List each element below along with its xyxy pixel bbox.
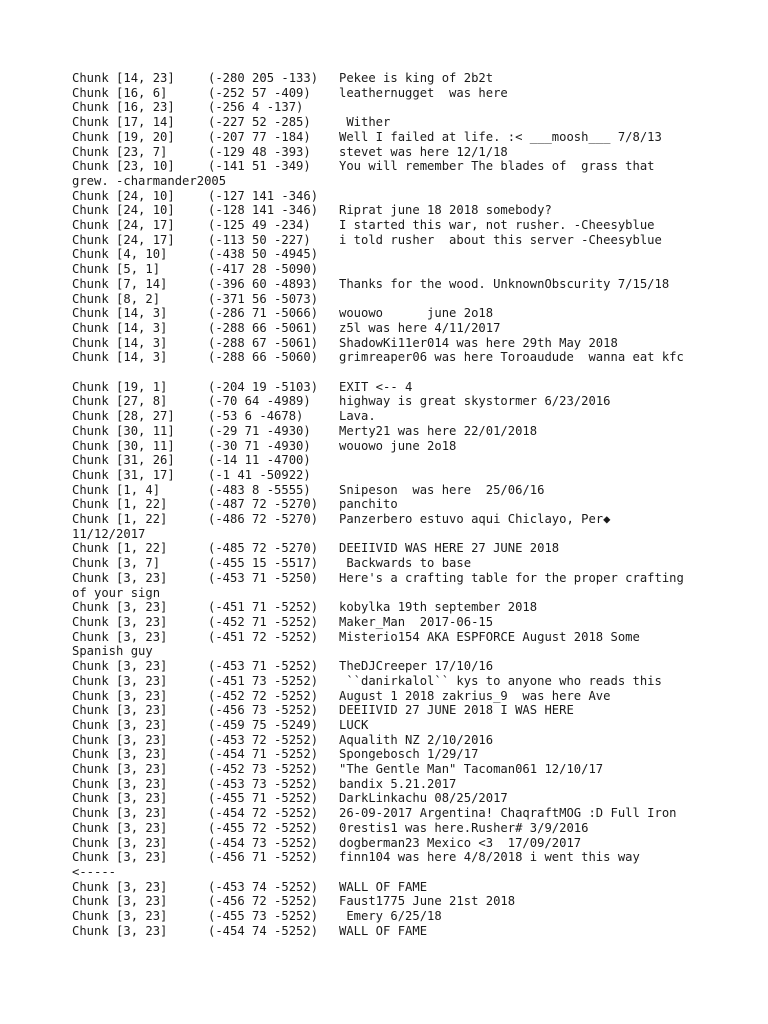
coordinates: (-452 72 -5252) <box>208 688 319 703</box>
chunk-label: Chunk [3, 23] <box>72 806 168 821</box>
coordinates: (-453 71 -5250) <box>208 570 319 585</box>
log-entry <box>72 394 692 409</box>
sign-message: You will remember The blades of grass that <box>339 159 655 174</box>
sign-message: Panzerbero estuvo aqui Chiclayo, Per◆ <box>339 512 611 527</box>
sign-message: Wither <box>339 115 391 130</box>
coordinates: (-459 75 -5249) <box>208 717 319 732</box>
coordinates: (-452 73 -5252) <box>208 762 319 777</box>
log-entry <box>72 806 692 821</box>
coordinates: (-438 50 -4945) <box>208 247 319 262</box>
blank-line <box>72 365 692 380</box>
chunk-label: Chunk [23, 7] <box>72 144 168 159</box>
coordinates: (-128 141 -346) <box>208 203 319 218</box>
log-entry <box>72 821 692 836</box>
sign-message: Pekee is king of 2b2t <box>339 71 494 85</box>
sign-message: Maker_Man 2017-06-15 <box>339 615 494 629</box>
chunk-label: Chunk [16, 6] <box>72 85 168 100</box>
chunk-label: Chunk [30, 11] <box>72 423 175 438</box>
chunk-label: Chunk [3, 23] <box>72 717 168 732</box>
coordinates: (-280 205 -133) <box>208 71 319 85</box>
log-entry <box>72 218 692 233</box>
chunk-label: Chunk [14, 23] <box>72 71 175 85</box>
log-entry <box>72 130 692 145</box>
sign-message: "The Gentle Man" Tacoman061 12/10/17 <box>339 762 604 777</box>
sign-message: z5l was here 4/11/2017 <box>339 320 501 335</box>
sign-message: Here's a crafting table for the proper crafting <box>339 570 684 585</box>
log-entry <box>72 350 692 365</box>
log-entry <box>72 100 692 115</box>
coordinates: (-451 73 -5252) <box>208 673 319 688</box>
coordinates: (-453 71 -5252) <box>208 659 319 674</box>
log-entry <box>72 894 692 909</box>
log-entry <box>72 439 692 454</box>
sign-message: Thanks for the wood. UnknownObscurity 7/15/18 <box>339 276 670 291</box>
log-entry <box>72 483 692 498</box>
chunk-label: Chunk [24, 10] <box>72 203 175 218</box>
coordinates: (-227 52 -285) <box>208 115 311 130</box>
coordinates: (-452 71 -5252) <box>208 615 319 629</box>
coordinates: (-288 67 -5061) <box>208 335 319 350</box>
sign-message: Misterio154 AKA ESPFORCE August 2018 Some <box>339 629 640 644</box>
chunk-label: Chunk [16, 23] <box>72 100 175 115</box>
chunk-label: Chunk [8, 2] <box>72 291 161 306</box>
chunk-label: Chunk [19, 1] <box>72 379 168 394</box>
sign-message: Well I failed at life. :< ___moosh___ 7/8/13 <box>339 129 662 144</box>
log-entry <box>72 247 692 262</box>
chunk-label: Chunk [3, 23] <box>72 659 168 674</box>
coordinates: (-113 50 -227) <box>208 232 311 247</box>
coordinates: (-288 66 -5061) <box>208 320 319 335</box>
chunk-label: Chunk [3, 23] <box>72 923 168 938</box>
log-entry <box>72 380 692 395</box>
sign-message-continuation: grew. -charmander2005 <box>72 173 227 188</box>
chunk-label: Chunk [3, 23] <box>72 703 168 718</box>
log-entry <box>72 497 692 512</box>
coordinates: (-14 11 -4700) <box>208 453 311 468</box>
chunk-label: Chunk [3, 23] <box>72 629 168 644</box>
sign-message: highway is great skystormer 6/23/2016 <box>339 394 611 409</box>
chunk-label: Chunk [24, 10] <box>72 188 175 203</box>
coordinates: (-1 41 -50922) <box>208 467 311 482</box>
sign-message: wouowo june 2o18 <box>339 438 457 453</box>
sign-message: wouowo june 2o18 <box>339 306 494 321</box>
sign-message-continuation: of your sign <box>72 585 161 600</box>
chunk-label: Chunk [30, 11] <box>72 438 175 453</box>
log-entry <box>72 718 692 733</box>
log-entry <box>72 762 692 777</box>
log-entry <box>72 659 692 674</box>
coordinates: (-125 49 -234) <box>208 218 311 233</box>
coordinates: (-127 141 -346) <box>208 188 319 203</box>
log-entry <box>72 836 692 851</box>
chunk-label: Chunk [24, 17] <box>72 218 175 233</box>
sign-message: DEEIIVID 27 JUNE 2018 I WAS HERE <box>339 703 574 718</box>
chunk-label: Chunk [4, 10] <box>72 247 168 262</box>
log-entry <box>72 571 692 586</box>
coordinates: (-454 73 -5252) <box>208 835 319 850</box>
coordinates: (-487 72 -5270) <box>208 497 319 512</box>
sign-message: Riprat june 18 2018 somebody? <box>339 203 552 218</box>
log-entry <box>72 189 692 204</box>
chunk-label: Chunk [5, 1] <box>72 262 161 277</box>
chunk-label: Chunk [19, 20] <box>72 129 175 144</box>
log-entry <box>72 468 692 483</box>
log-entry <box>72 409 692 424</box>
coordinates: (-485 72 -5270) <box>208 541 319 556</box>
sign-message: kobylka 19th september 2018 <box>339 600 538 615</box>
chunk-label: Chunk [3, 23] <box>72 673 168 688</box>
sign-message: Aqualith NZ 2/10/2016 <box>339 732 494 747</box>
sign-message: I started this war, not rusher. -Cheesyblue <box>339 218 655 233</box>
log-entry <box>72 424 692 439</box>
log-entry <box>72 306 692 321</box>
chunk-label: Chunk [27, 8] <box>72 394 168 409</box>
sign-message: Backwards to base <box>339 556 472 571</box>
coordinates: (-53 6 -4678) <box>208 409 304 424</box>
chunk-label: Chunk [23, 10] <box>72 159 175 174</box>
coordinates: (-455 72 -5252) <box>208 820 319 835</box>
log-entry <box>72 674 692 689</box>
log-entry <box>72 71 692 86</box>
coordinates: (-141 51 -349) <box>208 159 311 174</box>
log-entry <box>72 512 692 527</box>
sign-message: panchito <box>339 497 398 512</box>
chunk-label: Chunk [1, 22] <box>72 541 168 556</box>
log-entry <box>72 541 692 556</box>
coordinates: (-454 71 -5252) <box>208 747 319 762</box>
coordinates: (-286 71 -5066) <box>208 306 319 321</box>
chunk-label: Chunk [14, 3] <box>72 350 168 365</box>
log-entry <box>72 262 692 277</box>
chunk-label: Chunk [7, 14] <box>72 276 168 291</box>
sign-message: grimreaper06 was here Toroaudude wanna eat kfc <box>339 350 684 365</box>
chunk-label: Chunk [3, 23] <box>72 776 168 791</box>
chunk-label: Chunk [3, 23] <box>72 894 168 909</box>
log-entry <box>72 86 692 101</box>
log-entry <box>72 277 692 292</box>
coordinates: (-29 71 -4930) <box>208 423 311 438</box>
log-entry <box>72 233 692 248</box>
log-entry <box>72 924 692 939</box>
sign-message-continuation: <----- <box>72 864 117 879</box>
sign-message: stevet was here 12/1/18 <box>339 144 508 159</box>
chunk-label: Chunk [17, 14] <box>72 115 175 130</box>
coordinates: (-30 71 -4930) <box>208 438 311 453</box>
chunk-label: Chunk [3, 23] <box>72 909 168 924</box>
log-entry <box>72 747 692 762</box>
coordinates: (-456 71 -5252) <box>208 850 319 865</box>
sign-message: i told rusher about this server -Cheesyblue <box>339 232 662 247</box>
log-entry <box>72 733 692 748</box>
chunk-label: Chunk [3, 23] <box>72 747 168 762</box>
log-entry <box>72 689 692 704</box>
coordinates: (-454 72 -5252) <box>208 806 319 821</box>
sign-message-continuation: Spanish guy <box>72 644 153 659</box>
coordinates: (-204 19 -5103) <box>208 379 319 394</box>
coordinates: (-454 74 -5252) <box>208 923 319 938</box>
sign-message: August 1 2018 zakrius_9 was here Ave <box>339 688 611 703</box>
chunk-label: Chunk [3, 23] <box>72 615 168 629</box>
log-entry <box>72 600 692 615</box>
sign-message: dogberman23 Mexico <3 17/09/2017 <box>339 835 582 850</box>
log-entry <box>72 115 692 130</box>
coordinates: (-456 72 -5252) <box>208 894 319 909</box>
coordinates: (-456 73 -5252) <box>208 703 319 718</box>
sign-message: DarkLinkachu 08/25/2017 <box>339 791 508 806</box>
sign-message: 26-09-2017 Argentina! ChaqraftMOG :D Full Iron <box>339 806 677 821</box>
log-entry <box>72 321 692 336</box>
chunk-label: Chunk [31, 26] <box>72 453 175 468</box>
chunk-label: Chunk [14, 3] <box>72 335 168 350</box>
coordinates: (-455 73 -5252) <box>208 909 319 924</box>
sign-message: Snipeson was here 25/06/16 <box>339 482 545 497</box>
coordinates: (-288 66 -5060) <box>208 350 319 365</box>
coordinates: (-129 48 -393) <box>208 144 311 159</box>
coordinates: (-451 71 -5252) <box>208 600 319 615</box>
log-entry <box>72 909 692 924</box>
sign-message: LUCK <box>339 717 369 732</box>
chunk-label: Chunk [3, 23] <box>72 570 168 585</box>
chunk-label: Chunk [3, 23] <box>72 688 168 703</box>
sign-message: 0restis1 was here.Rusher# 3/9/2016 <box>339 820 589 835</box>
log-entry <box>72 556 692 571</box>
sign-message: Spongebosch 1/29/17 <box>339 747 479 762</box>
sign-message: Merty21 was here 22/01/2018 <box>339 423 538 438</box>
coordinates: (-417 28 -5090) <box>208 262 319 277</box>
sign-message: leathernugget was here <box>339 85 508 100</box>
coordinates: (-453 73 -5252) <box>208 776 319 791</box>
coordinates: (-486 72 -5270) <box>208 512 319 527</box>
log-entry <box>72 145 692 160</box>
coordinates: (-451 72 -5252) <box>208 629 319 644</box>
log-entry <box>72 850 692 865</box>
coordinates: (-453 72 -5252) <box>208 732 319 747</box>
chunk-label: Chunk [3, 23] <box>72 850 168 865</box>
coordinates: (-396 60 -4893) <box>208 276 319 291</box>
sign-message: Emery 6/25/18 <box>339 909 442 924</box>
coordinates: (-483 8 -5555) <box>208 482 311 497</box>
log-entry <box>72 615 692 630</box>
chunk-label: Chunk [28, 27] <box>72 409 175 424</box>
chunk-label: Chunk [14, 3] <box>72 306 168 321</box>
coordinates: (-371 56 -5073) <box>208 291 319 306</box>
sign-message: DEEIIVID WAS HERE 27 JUNE 2018 <box>339 541 560 556</box>
log-entry <box>72 292 692 307</box>
coordinates: (-455 71 -5252) <box>208 791 319 806</box>
chunk-label: Chunk [24, 17] <box>72 232 175 247</box>
log-entry <box>72 791 692 806</box>
coordinates: (-455 15 -5517) <box>208 556 319 571</box>
chunk-label: Chunk [3, 23] <box>72 820 168 835</box>
log-entry <box>72 777 692 792</box>
log-entry <box>72 336 692 351</box>
chunk-label: Chunk [3, 23] <box>72 835 168 850</box>
chunk-label: Chunk [1, 22] <box>72 512 168 527</box>
log-entry <box>72 703 692 718</box>
chunk-label: Chunk [3, 7] <box>72 556 161 571</box>
sign-message: Lava. <box>339 409 376 424</box>
sign-message: TheDJCreeper 17/10/16 <box>339 659 494 674</box>
chunk-label: Chunk [1, 22] <box>72 497 168 512</box>
chunk-label: Chunk [1, 4] <box>72 482 161 497</box>
log-entry <box>72 880 692 895</box>
chunk-label: Chunk [3, 23] <box>72 600 168 615</box>
sign-message: Faust1775 June 21st 2018 <box>339 894 516 909</box>
log-entry <box>72 453 692 468</box>
coordinates: (-252 57 -409) <box>208 85 311 100</box>
chunk-label: Chunk [3, 23] <box>72 762 168 777</box>
coordinates: (-256 4 -137) <box>208 100 304 115</box>
chunk-label: Chunk [31, 17] <box>72 467 175 482</box>
chunk-label: Chunk [14, 3] <box>72 320 168 335</box>
coordinates: (-453 74 -5252) <box>208 879 319 894</box>
coordinates: (-207 77 -184) <box>208 129 311 144</box>
sign-message: WALL OF FAME <box>339 879 428 894</box>
sign-message: ``danirkalol`` kys to anyone who reads this <box>339 673 662 688</box>
log-entry <box>72 630 692 645</box>
sign-message: bandix 5.21.2017 <box>339 776 457 791</box>
log-entry <box>72 203 692 218</box>
sign-log <box>72 71 692 938</box>
sign-message: finn104 was here 4/8/2018 i went this way <box>339 850 640 865</box>
sign-message: ShadowKi11er014 was here 29th May 2018 <box>339 335 618 350</box>
chunk-label: Chunk [3, 23] <box>72 732 168 747</box>
coordinates: (-70 64 -4989) <box>208 394 311 409</box>
chunk-label: Chunk [3, 23] <box>72 791 168 806</box>
sign-message: WALL OF FAME <box>339 923 428 938</box>
log-entry <box>72 159 692 174</box>
chunk-label: Chunk [3, 23] <box>72 879 168 894</box>
sign-message-continuation: 11/12/2017 <box>72 526 146 541</box>
sign-message: EXIT <-- 4 <box>339 379 413 394</box>
